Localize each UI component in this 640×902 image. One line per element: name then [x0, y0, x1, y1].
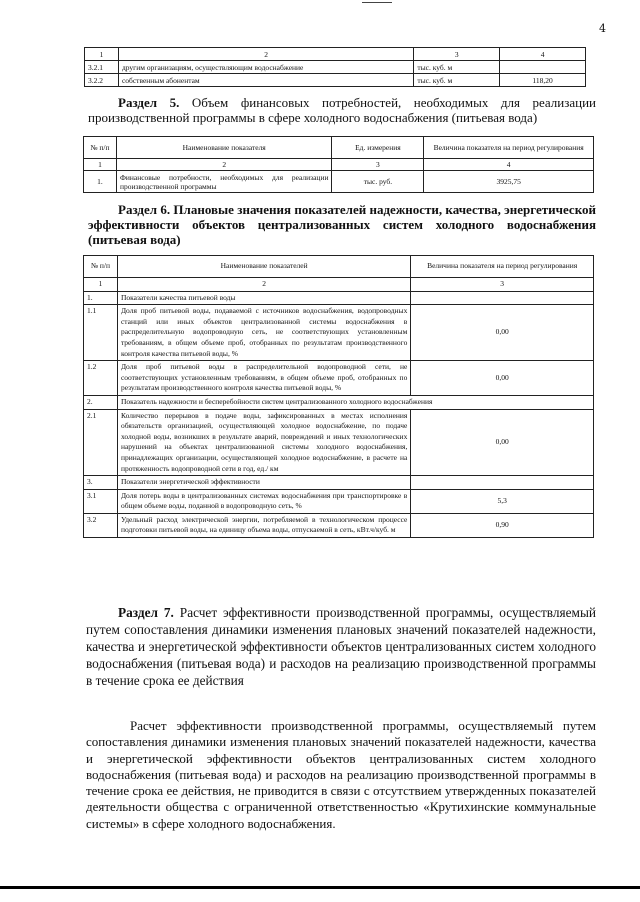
table-cell: 1. — [84, 171, 117, 193]
table-cell: 2 — [117, 278, 410, 292]
table-cell: 1. — [84, 291, 118, 305]
table-cell: Показатели энергетической эффективности — [117, 476, 410, 490]
table-cell: Удельный расход электрической энергии, потребляемой в технологическом процессе подготовки питьевой воды, на единицу объема воды, отпускаемой в сеть, кВт.ч/куб. м — [117, 513, 410, 537]
table-cell: Финансовые потребности, необходимых для реализации производственной программы — [116, 171, 332, 193]
section6-title: Плановые значения показателей надежности, качества, энергетической эффективности объектов централизованных систем холодного водоснабжения (питьевая вода) — [88, 202, 597, 247]
table-cell: 1.2 — [84, 361, 118, 396]
table-row — [84, 476, 594, 490]
table-cell: 1.1 — [84, 305, 118, 361]
table-row — [84, 305, 594, 361]
table-cell: 1 — [84, 278, 118, 292]
table-cell: Доля проб питьевой воды, подаваемой с источников водоснабжения, водопроводных станций или иных объектов централизованной системы водоснабжения в распределительную водопроводную сеть, не соответствующих установленным требованиям, в общем объеме проб, отобранных по результатам производственного контроля качества питьевой воды, % — [117, 305, 410, 361]
table-cell: Количество перерывов в подаче воды, зафиксированных в местах исполнения обязательств организацией, осуществляющей холодное водоснабжение, по подаче холодной воды, возникших в результате аварий, повреждений и иных технологических нарушений на объектах централизованной системы холодного водоснабжения, принадлежащих организации, осуществляющей холодное водоснабжение, в расчете на протяженность водопроводной сети в год, ед./ км — [117, 409, 410, 476]
column-header: № п/п — [84, 137, 117, 159]
section6-heading — [88, 202, 596, 247]
table-row — [84, 489, 594, 513]
table-cell: 0,00 — [411, 361, 594, 396]
table-row — [84, 278, 594, 292]
table-cell: 0,90 — [411, 513, 594, 537]
column-header: Величина показателя на период регулирования — [424, 137, 594, 159]
section7-heading — [86, 604, 596, 689]
table-cell: 2 — [118, 48, 413, 61]
table-cell: 3.2.2 — [85, 74, 119, 87]
section7-title: Расчет эффективности производственной программы, осуществляемый путем сопоставления динамики изменения плановых значений показателей надежности, качества и энергетической эффективности объектов централизованных систем холодного водоснабжения (питьевая вода) и расходов на реализацию производственной программы в течение срока ее действия — [86, 605, 596, 688]
table-cell: 4 — [424, 159, 594, 171]
table-cell: 1 — [85, 48, 119, 61]
table-cell: 5,3 — [411, 489, 594, 513]
table-cell — [411, 291, 594, 305]
table-cell: 3925,75 — [424, 171, 594, 193]
table-cell: тыс. руб. — [332, 171, 424, 193]
table-cell: 0,00 — [411, 409, 594, 476]
section5-heading — [88, 95, 596, 125]
table-cell: другим организациям, осуществляющим водоснабжение — [118, 61, 413, 74]
table-cell: 0,00 — [411, 305, 594, 361]
table-header-row — [84, 256, 594, 278]
table-row — [84, 291, 594, 305]
table-row — [84, 159, 594, 171]
section5-label: Раздел 5. — [118, 95, 180, 110]
table-cell: 2. — [84, 395, 118, 409]
scan-artifact-bottom — [0, 886, 640, 889]
table-cell: 3 — [414, 48, 500, 61]
section6-table — [83, 255, 594, 538]
table-cell — [411, 476, 594, 490]
table-cell: 1 — [84, 159, 117, 171]
section7-label: Раздел 7. — [118, 605, 174, 620]
table-row — [84, 361, 594, 396]
column-header: Наименование показателей — [117, 256, 410, 278]
table-row — [84, 395, 594, 409]
continued-table — [84, 47, 586, 87]
section7-body: Расчет эффективности производственной программы, осуществляемый путем сопоставления динамики изменения плановых значений показателей надежности, качества и энергетической эффективности объектов централизованных систем холодного водоснабжения (питьевая вода) и расходов на реализацию производственной программы в течение срока ее действия, не приводится в связи с отсутствием утвержденных показателей деятельности общества с ограниченной ответственностью «Крутихинские коммунальные системы» в сфере холодного водоснабжения. — [86, 718, 596, 831]
section5-table — [83, 136, 594, 193]
table-cell: 3. — [84, 476, 118, 490]
section6-label: Раздел 6. — [118, 202, 171, 217]
table-row — [84, 513, 594, 537]
section5-title: Объем финансовых потребностей, необходимых для реализации производственной программы в сфере холодного водоснабжения (питьевая вода) — [88, 95, 596, 125]
table-row — [85, 74, 586, 87]
table-cell: Показатель надежности и бесперебойности систем централизованного холодного водоснабжения — [117, 395, 593, 409]
table-cell: тыс. куб. м — [414, 61, 500, 74]
table-cell: 3.2 — [84, 513, 118, 537]
table-cell: тыс. куб. м — [414, 74, 500, 87]
table-header-row — [84, 137, 594, 159]
scan-artifact-top — [362, 2, 392, 3]
table-row — [84, 409, 594, 476]
table-row — [84, 171, 594, 193]
table-cell: собственным абонентам — [118, 74, 413, 87]
page-number: 4 — [599, 22, 606, 35]
table-cell: Доля проб питьевой воды в распределительной водопроводной сети, не соответствующих установленным требованиям, в общем объеме проб, отобранных по результатам производственного контроля качества питьевой воды, % — [117, 361, 410, 396]
table-cell: 2.1 — [84, 409, 118, 476]
column-header: Величина показателя на период регулирования — [411, 256, 594, 278]
table-row — [85, 48, 586, 61]
table-cell: Доля потерь воды в централизованных системах водоснабжения при транспортировке в общем объеме воды, поданной в водопроводную сеть, % — [117, 489, 410, 513]
table-cell: Показатели качества питьевой воды — [117, 291, 410, 305]
column-header: Ед. измерения — [332, 137, 424, 159]
table-cell: 3 — [411, 278, 594, 292]
column-header: Наименование показателя — [116, 137, 332, 159]
table-row — [85, 61, 586, 74]
table-cell: 118,20 — [500, 74, 586, 87]
table-cell: 2 — [116, 159, 332, 171]
table-cell — [500, 61, 586, 74]
column-header: № п/п — [84, 256, 118, 278]
table-cell: 3.2.1 — [85, 61, 119, 74]
table-cell: 3.1 — [84, 489, 118, 513]
table-cell: 4 — [500, 48, 586, 61]
table-cell: 3 — [332, 159, 424, 171]
